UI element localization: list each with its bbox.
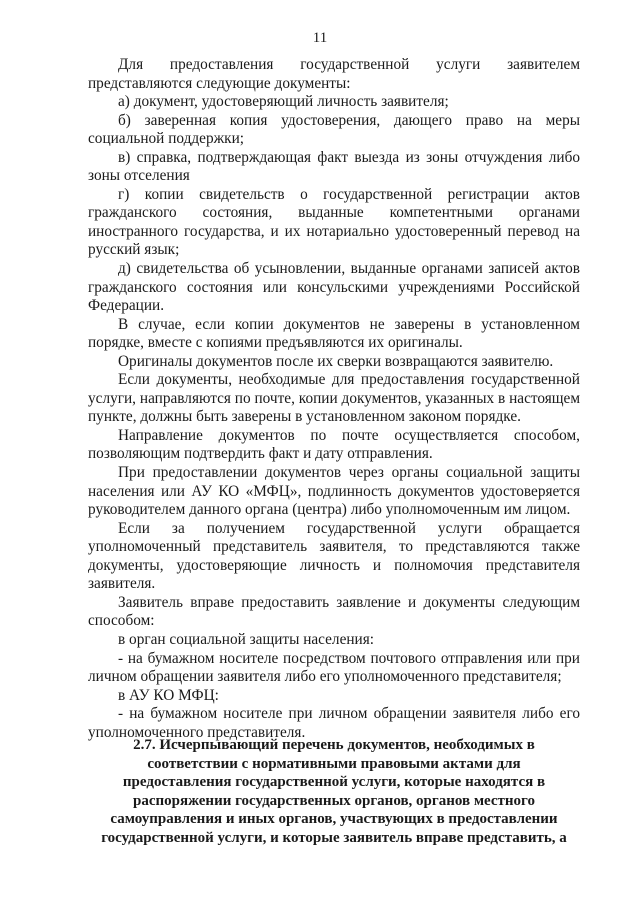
- section-heading-line: распоряжении государственных органов, органов местного: [133, 792, 535, 809]
- paragraph: Заявитель вправе предоставить заявление и документы следующим способом:: [88, 593, 580, 630]
- paragraph: Если документы, необходимые для предоставления государственной услуги, направляются по почте, копии документов, указанных в настоящем пункте, должны быть заверены в установленном законом порядке.: [88, 371, 580, 426]
- paragraph: Оригиналы документов после их сверки возвращаются заявителю.: [118, 352, 554, 370]
- paragraph: - на бумажном носителе посредством почтового отправления или при личном обращении заявителя либо его уполномоченного представителя;: [88, 649, 580, 686]
- paragraph: При предоставлении документов через органы социальной защиты населения или АУ КО «МФЦ», подлинность документов удостоверяется руководителем данного органа (центра) либо уполномоченным им лицом.: [88, 464, 580, 519]
- section-heading-line: государственной услуги, и которые заявитель вправе представить, а: [101, 829, 567, 846]
- paragraph: Если за получением государственной услуги обращается уполномоченный представитель заявителя, то представляются также документы, удостоверяющие личность и полномочия представителя заявителя.: [88, 519, 580, 593]
- document-body: [88, 56, 580, 742]
- paragraph: в орган социальной защиты населения:: [118, 630, 375, 648]
- section-heading: [96, 736, 572, 848]
- paragraph: - на бумажном носителе при личном обращении заявителя либо его уполномоченного представителя.: [88, 705, 580, 741]
- section-heading-line: соответствии с нормативными правовыми актами для: [147, 755, 521, 772]
- section-heading-line: предоставления государственной услуги, которые находятся в: [122, 774, 546, 791]
- paragraph: В случае, если копии документов не заверены в установленном порядке, вместе с копиями предъявляются их оригиналы.: [88, 315, 580, 352]
- paragraph: д) свидетельства об усыновлении, выданные органами записей актов гражданского состояния или консульскими учреждениями Российской Федерации.: [88, 260, 580, 315]
- section-heading-line: 2.7. Исчерпывающий перечень документов, необходимых в: [133, 737, 535, 753]
- paragraph: б) заверенная копия удостоверения, дающего право на меры социальной поддержки;: [88, 111, 580, 148]
- paragraph: в АУ КО МФЦ:: [118, 686, 219, 704]
- paragraph: Для предоставления государственной услуги заявителем представляются следующие документы:: [88, 56, 580, 92]
- paragraph: г) копии свидетельств о государственной регистрации актов гражданского состояния, выданные компетентными органами иностранного государства, и их нотариально удостоверенный перевод на русский язык;: [88, 185, 580, 259]
- section-heading-line: самоуправления и иных органов, участвующих в предоставлении: [110, 811, 558, 828]
- paragraph: в) справка, подтверждающая факт выезда из зоны отчуждения либо зоны отселения: [88, 148, 580, 185]
- paragraph: Направление документов по почте осуществляется способом, позволяющим подтвердить факт и дату отправления.: [88, 426, 580, 463]
- paragraph: а) документ, удостоверяющий личность заявителя;: [118, 93, 449, 111]
- page-number: 11: [312, 30, 328, 46]
